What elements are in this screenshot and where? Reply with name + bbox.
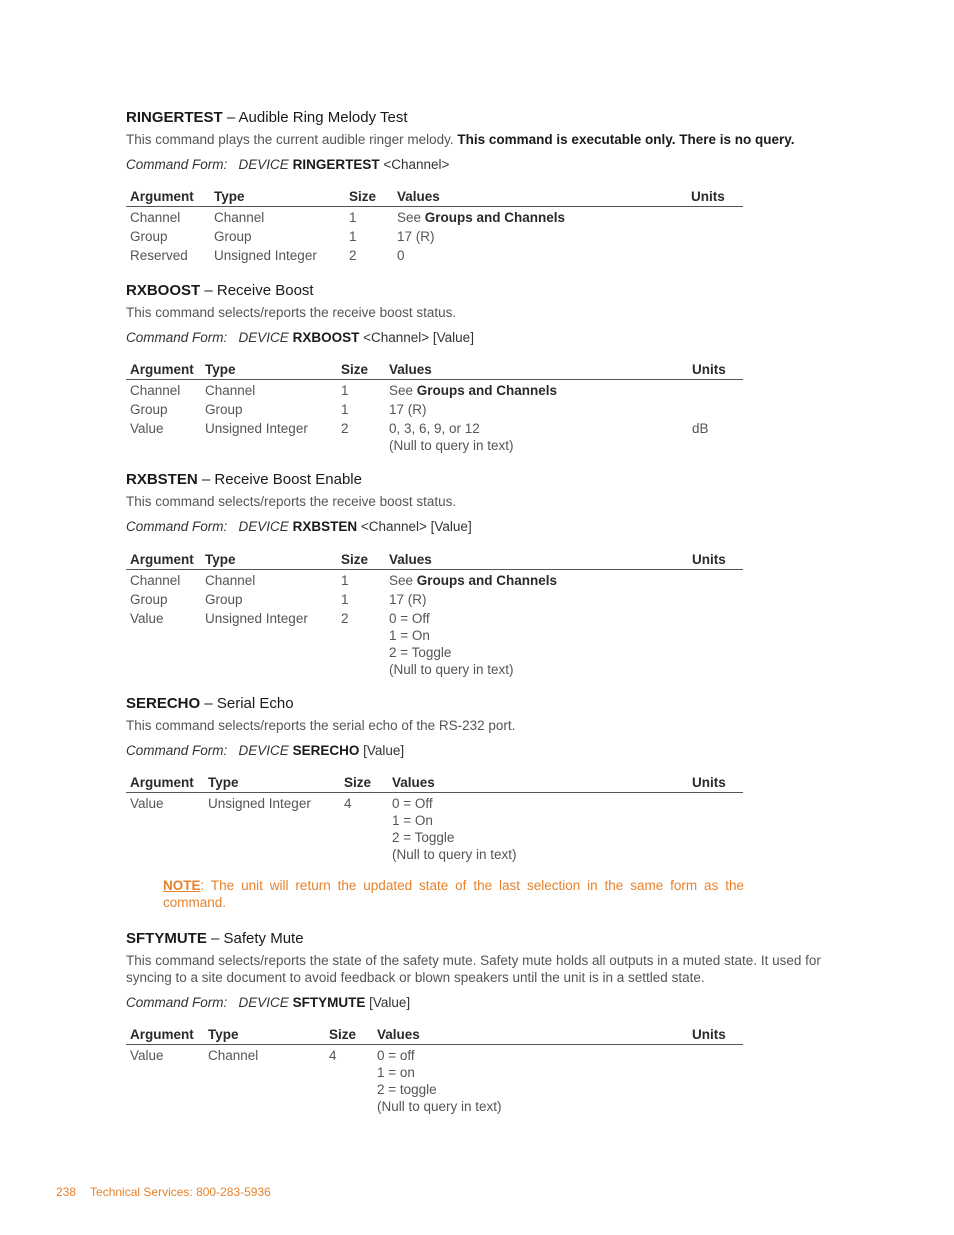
header-units: Units — [688, 360, 743, 380]
cell-values — [385, 608, 688, 678]
cell-argument: Value — [130, 1048, 164, 1063]
table-row — [126, 570, 743, 590]
command-device: DEVICE — [238, 330, 289, 345]
cell-size: 1 — [341, 402, 349, 417]
cell-units — [688, 1045, 743, 1116]
header-units: Units — [687, 187, 743, 207]
section-serecho — [126, 695, 826, 759]
cell-units — [687, 245, 743, 264]
command-name: RXBOOST — [126, 282, 201, 299]
cell-type: Channel — [205, 573, 256, 588]
cell-argument: Value — [130, 421, 164, 436]
section-description: This command selects/reports the serial echo of the RS-232 port. — [126, 718, 516, 733]
cell-units — [688, 399, 743, 418]
section-description: This command selects/reports the state of the safety mute. Safety mute holds all outputs in a muted state. It used for syncing to a site document to avoid feedback or blown speakers until the unit is in a settled state. — [126, 953, 821, 985]
cell-units — [688, 589, 743, 608]
values-line: 0 = Off — [392, 796, 433, 811]
section-rxboost — [126, 282, 826, 346]
cell-type: Unsigned Integer — [205, 421, 308, 436]
command-args: <Channel> — [383, 157, 450, 172]
command-name: RXBSTEN — [126, 471, 198, 488]
footer-text: Technical Services: 800-283-5936 — [90, 1185, 271, 1199]
table-row — [126, 226, 743, 245]
cell-size: 1 — [341, 383, 349, 398]
command-keyword: SERECHO — [292, 743, 360, 758]
table-row — [126, 245, 743, 264]
command-device: DEVICE — [238, 157, 289, 172]
cell-values — [385, 418, 688, 454]
command-title: – Serial Echo — [204, 695, 294, 712]
cell-values — [385, 380, 688, 400]
table-row — [126, 608, 743, 678]
cell-size: 1 — [349, 210, 357, 225]
command-device: DEVICE — [238, 995, 289, 1010]
cell-size: 4 — [344, 796, 352, 811]
cell-type: Group — [205, 402, 243, 417]
header-values: Values — [393, 187, 687, 207]
header-type: Type — [204, 1025, 325, 1045]
header-argument: Argument — [126, 773, 204, 793]
section-sftymute — [126, 930, 821, 1011]
command-args: [Value] — [369, 995, 411, 1010]
header-type: Type — [201, 550, 337, 570]
command-form-label: Command Form: — [126, 995, 228, 1010]
cell-units: dB — [692, 421, 709, 436]
cell-type: Channel — [214, 210, 265, 225]
cell-units — [688, 608, 743, 678]
header-argument: Argument — [126, 187, 210, 207]
values-text: See — [389, 383, 417, 398]
header-values: Values — [385, 550, 688, 570]
header-size: Size — [340, 773, 388, 793]
section-heading — [126, 695, 826, 713]
note-text: : The unit will return the updated state of the last selection in the same form as the command. — [163, 878, 744, 910]
cell-size: 2 — [341, 421, 349, 436]
command-keyword: RXBOOST — [292, 330, 360, 345]
cell-units — [688, 793, 743, 864]
cell-type: Unsigned Integer — [214, 248, 317, 263]
table-row — [126, 399, 743, 418]
page-footer — [56, 1185, 285, 1199]
table-row — [126, 207, 743, 227]
cell-values: 17 (R) — [397, 229, 435, 244]
values-line: (Null to query in text) — [377, 1099, 502, 1114]
values-line: 2 = toggle — [377, 1082, 437, 1097]
header-size: Size — [325, 1025, 373, 1045]
command-keyword: RXBSTEN — [292, 519, 358, 534]
section-ringertest — [126, 109, 826, 173]
cell-type: Unsigned Integer — [205, 611, 308, 626]
section-description: This command selects/reports the receive boost status. — [126, 305, 457, 320]
command-form — [126, 742, 826, 759]
command-title: – Receive Boost — [204, 282, 314, 299]
values-line: 1 = On — [389, 628, 430, 643]
page-number: 238 — [56, 1185, 77, 1199]
cell-size: 1 — [341, 573, 349, 588]
header-values: Values — [385, 360, 688, 380]
table-row — [126, 1045, 743, 1116]
cell-units — [687, 226, 743, 245]
command-args: <Channel> [Value] — [363, 330, 474, 345]
description-bold: This command is executable only. There is no query. — [457, 132, 795, 147]
description-text: This command plays the current audible ringer melody. — [126, 132, 458, 147]
command-name: SERECHO — [126, 695, 201, 712]
command-form — [126, 518, 826, 535]
section-heading — [126, 109, 826, 127]
cell-units — [688, 380, 743, 400]
values-line: 0, 3, 6, 9, or 12 — [389, 421, 480, 436]
cell-values — [373, 1045, 688, 1116]
cell-argument: Channel — [130, 573, 181, 588]
argument-table — [126, 550, 743, 678]
command-form-label: Command Form: — [126, 519, 228, 534]
cell-values — [385, 570, 688, 590]
argument-table — [126, 187, 743, 264]
header-units: Units — [688, 550, 743, 570]
command-keyword: RINGERTEST — [292, 157, 380, 172]
section-rxbsten — [126, 471, 826, 535]
section-heading — [126, 471, 826, 489]
command-name: SFTYMUTE — [126, 930, 207, 947]
header-size: Size — [337, 360, 385, 380]
cell-size: 1 — [341, 592, 349, 607]
values-link: Groups and Channels — [424, 210, 566, 225]
command-form-label: Command Form: — [126, 743, 228, 758]
command-args: <Channel> [Value] — [360, 519, 472, 534]
header-argument: Argument — [126, 550, 201, 570]
values-link: Groups and Channels — [416, 383, 558, 398]
cell-size: 1 — [349, 229, 357, 244]
header-argument: Argument — [126, 1025, 204, 1045]
command-form — [126, 994, 821, 1011]
cell-size: 2 — [341, 611, 349, 626]
header-argument: Argument — [126, 360, 201, 380]
header-size: Size — [345, 187, 393, 207]
header-units: Units — [688, 1025, 743, 1045]
command-keyword: SFTYMUTE — [292, 995, 366, 1010]
argument-table — [126, 360, 743, 454]
argument-table — [126, 773, 743, 863]
cell-argument: Group — [130, 229, 168, 244]
cell-argument: Group — [130, 592, 168, 607]
header-values: Values — [373, 1025, 688, 1045]
command-form-label: Command Form: — [126, 157, 228, 172]
header-size: Size — [337, 550, 385, 570]
cell-type: Unsigned Integer — [208, 796, 311, 811]
values-line: 0 = off — [377, 1048, 415, 1063]
cell-argument: Value — [130, 796, 164, 811]
header-type: Type — [210, 187, 345, 207]
cell-units — [687, 207, 743, 227]
section-description — [126, 131, 826, 148]
command-name: RINGERTEST — [126, 109, 223, 126]
values-line: (Null to query in text) — [392, 847, 517, 862]
cell-type: Channel — [208, 1048, 259, 1063]
cell-size: 2 — [349, 248, 357, 263]
cell-argument: Group — [130, 402, 168, 417]
section-heading — [126, 930, 821, 948]
cell-argument: Channel — [130, 383, 181, 398]
values-line: 2 = Toggle — [392, 830, 455, 845]
cell-argument: Value — [130, 611, 164, 626]
values-line: (Null to query in text) — [389, 438, 514, 453]
values-line: 1 = on — [377, 1065, 415, 1080]
command-title: – Receive Boost Enable — [201, 471, 362, 488]
note-callout — [163, 877, 744, 911]
section-description: This command selects/reports the receive boost status. — [126, 494, 457, 509]
header-values: Values — [388, 773, 688, 793]
command-form — [126, 156, 826, 173]
values-line: (Null to query in text) — [389, 662, 514, 677]
table-row — [126, 418, 743, 454]
values-text: See — [397, 210, 425, 225]
argument-table — [126, 1025, 743, 1115]
command-device: DEVICE — [238, 519, 289, 534]
cell-size: 4 — [329, 1048, 337, 1063]
cell-argument: Channel — [130, 210, 181, 225]
command-form — [126, 329, 826, 346]
command-title: – Safety Mute — [211, 930, 304, 947]
cell-type: Group — [205, 592, 243, 607]
header-type: Type — [201, 360, 337, 380]
values-line: 1 = On — [392, 813, 433, 828]
section-heading — [126, 282, 826, 300]
header-units: Units — [688, 773, 743, 793]
cell-argument: Reserved — [130, 248, 188, 263]
cell-units — [688, 570, 743, 590]
cell-type: Group — [214, 229, 252, 244]
table-row — [126, 589, 743, 608]
command-args: [Value] — [363, 743, 405, 758]
note-label: NOTE — [163, 878, 201, 893]
command-device: DEVICE — [238, 743, 289, 758]
command-title: – Audible Ring Melody Test — [226, 109, 408, 126]
values-text: See — [389, 573, 417, 588]
values-line: 0 = Off — [389, 611, 430, 626]
cell-values: 17 (R) — [389, 592, 427, 607]
table-row — [126, 793, 743, 864]
cell-values — [393, 207, 687, 227]
table-row — [126, 380, 743, 400]
values-link: Groups and Channels — [416, 573, 558, 588]
cell-values — [388, 793, 688, 864]
cell-values: 17 (R) — [389, 402, 427, 417]
cell-values: 0 — [397, 248, 405, 263]
header-type: Type — [204, 773, 340, 793]
cell-type: Channel — [205, 383, 256, 398]
command-form-label: Command Form: — [126, 330, 228, 345]
values-line: 2 = Toggle — [389, 645, 452, 660]
